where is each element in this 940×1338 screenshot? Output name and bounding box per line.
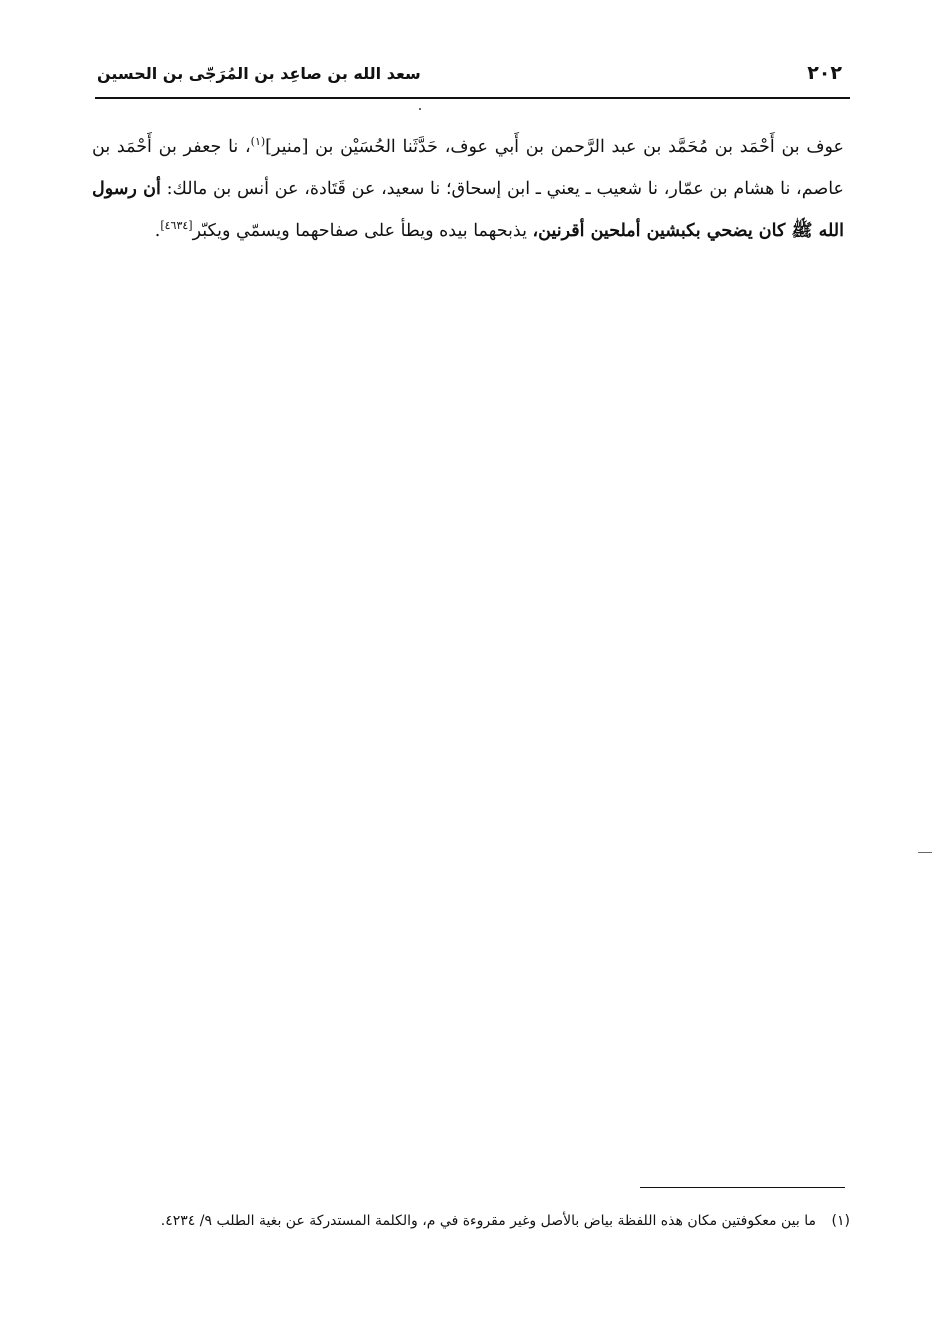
header-rule [95,97,850,99]
footnote [98,1208,850,1235]
footnote-reference: (١) [250,135,266,149]
footnote-rule [640,1187,845,1188]
footnote-marker: (١) [831,1213,850,1229]
main-text [92,126,844,252]
main-text-line-3: عن قَتَادة، عن أنس بن مالك: [160,179,382,199]
running-header [95,58,850,96]
page-number: ٢٠٢ [807,62,842,84]
record-number: [٤٦٣٤] [160,219,193,233]
footnote-text: ما بين معكوفتين مكان هذه اللفظة بياض بالأصل وغير مقروءة في م، والكلمة المستدركة عن بغية الطلب ٩/ ٤٢٣٤. [160,1213,816,1229]
running-title: سعد الله بن صاعِد بن المُرَجّى بن الحسين [97,64,421,83]
main-text-line-4: يذبحهما بيده ويطأ على صفاحهما ويسمّي ويكبّر [192,221,533,241]
main-text-end: . [154,221,161,241]
main-text-line-2: جعفر بن أَحْمَد بن عاصم، نا هشام بن عمّار، نا شعيب ـ يعني ـ ابن إسحاق؛ نا سعيد، [92,137,844,199]
hadith-text: أن رسول الله ﷺ كان يضحي بكبشين أملحين أقرنين، [92,179,844,241]
scan-speck [918,852,932,853]
scan-speck [419,108,421,110]
main-text-line-1-tail: ، نا [228,137,251,157]
main-text-line-1: عوف بن أَحْمَد بن مُحَمَّد بن عبد الرَّحمن بن أَبي عوف، حَدَّثَنا الحُسَيْن بن [منير] [265,137,844,157]
